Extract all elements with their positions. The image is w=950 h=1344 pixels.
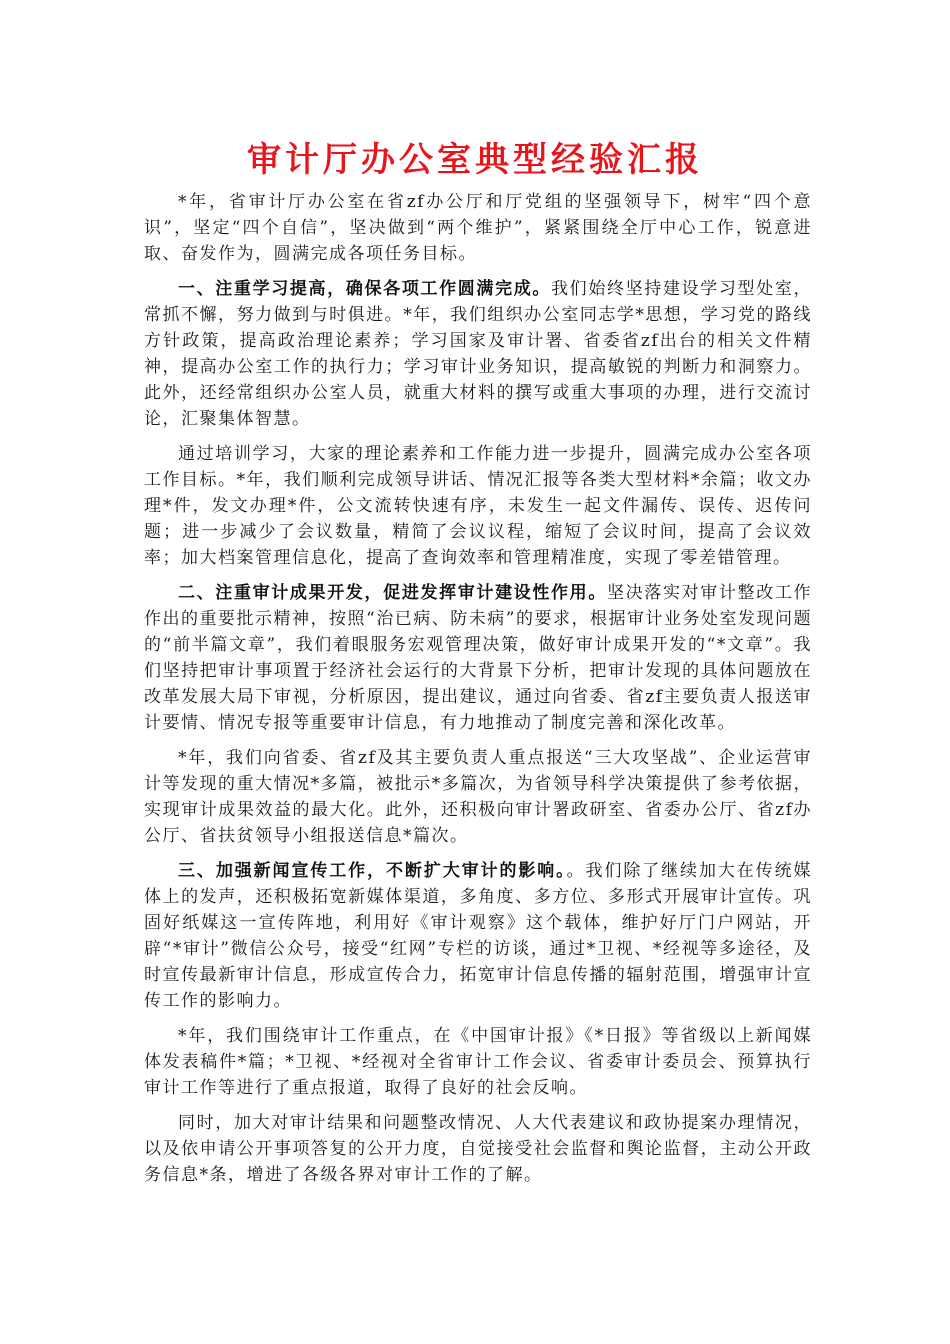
paragraph-closing (144, 1110, 812, 1188)
paragraph-section-3 (144, 858, 812, 1014)
paragraph-section-1 (144, 276, 812, 432)
paragraph-text: *年，省审计厅办公室在省zf办公厅和厅党组的坚强领导下，树牢“四个意识”，坚定“四个自信”，坚决做到“两个维护”，紧紧围绕全厅中心工作，锐意进取、奋发作为，圆满完成各项任务目标。 (144, 192, 812, 264)
paragraph-text: 我们始终坚持建设学习型处室，常抓不懈，努力做到与时俱进。*年，我们组织办公室同志学*思想，学习党的路线方针政策，提高政治理论素养；学习国家及审计署、省委省zf出台的相关文件精神，提高办公室工作的执行力；学习审计业务知识，提高敏锐的判断力和洞察力。此外，还经常组织办公室人员，就重大材料的撰写或重大事项的办理，进行交流讨论，汇聚集体智慧。 (144, 279, 813, 429)
paragraph-section-3-result (144, 1023, 812, 1101)
paragraph-intro (144, 189, 812, 267)
paragraph-text: 通过培训学习，大家的理论素养和工作能力进一步提升，圆满完成办公室各项工作目标。*年，我们顺利完成领导讲话、情况汇报等各类大型材料*余篇；收文办理*件，发文办理*件，公文流转快速有序，未发生一起文件漏传、误传、迟传问题；进一步减少了会议数量，精简了会议议程，缩短了会议时间，提高了会议效率；加大档案管理信息化，提高了查询效率和管理精准度，实现了零差错管理。 (144, 444, 812, 568)
paragraph-heading: 三、加强新闻宣传工作，不断扩大审计的影响。 (178, 861, 567, 881)
paragraph-text: 。我们除了继续加大在传统媒体上的发声，还积极拓宽新媒体渠道，多角度、多方位、多形式开展审计宣传。巩固好纸媒这一宣传阵地，利用好《审计观察》这个载体，维护好厅门户网站，开辟“*审计”微信公众号，接受“红网”专栏的访谈，通过*卫视、*经视等多途径，及时宣传最新审计信息，形成宣传合力，拓宽审计信息传播的辐射范围，增强审计宣传工作的影响力。 (144, 861, 813, 1011)
paragraph-heading: 一、注重学习提高，确保各项工作圆满完成。 (178, 279, 552, 299)
paragraph-section-2-result (144, 745, 812, 849)
paragraph-section-2 (144, 580, 812, 736)
paragraph-text: 坚决落实对审计整改工作作出的重要批示精神，按照“治已病、防未病”的要求，根据审计业务处室发现问题的“前半篇文章”，我们着眼服务宏观管理决策，做好审计成果开发的“*文章”。我们坚持把审计事项置于经济社会运行的大背景下分析，把审计发现的具体问题放在改革发展大局下审视，分析原因，提出建议，通过向省委、省zf主要负责人报送审计要情、情况专报等重要审计信息，有力地推动了制度完善和深化改革。 (144, 583, 812, 733)
paragraph-heading: 二、注重审计成果开发，促进发挥审计建设性作用。 (178, 583, 607, 603)
paragraph-section-1-result (144, 441, 812, 571)
paragraph-text: *年，我们围绕审计工作重点，在《中国审计报》《*日报》等省级以上新闻媒体发表稿件*篇；*卫视、*经视对全省审计工作会议、省委审计委员会、预算执行审计工作等进行了重点报道，取得了良好的社会反响。 (144, 1026, 812, 1098)
paragraph-text: *年，我们向省委、省zf及其主要负责人重点报送“三大攻坚战”、企业运营审计等发现的重大情况*多篇，被批示*多篇次，为省领导科学决策提供了参考依据，实现审计成果效益的最大化。此外，还积极向审计署政研室、省委办公厅、省zf办公厅、省扶贫领导小组报送信息*篇次。 (144, 748, 812, 846)
paragraph-text: 同时，加大对审计结果和问题整改情况、人大代表建议和政协提案办理情况，以及依申请公开事项答复的公开力度，自觉接受社会监督和舆论监督，主动公开政务信息*条，增进了各级各界对审计工作的了解。 (144, 1113, 812, 1185)
document-title: 审计厅办公室典型经验汇报 (247, 140, 703, 180)
document-body (144, 189, 812, 1197)
